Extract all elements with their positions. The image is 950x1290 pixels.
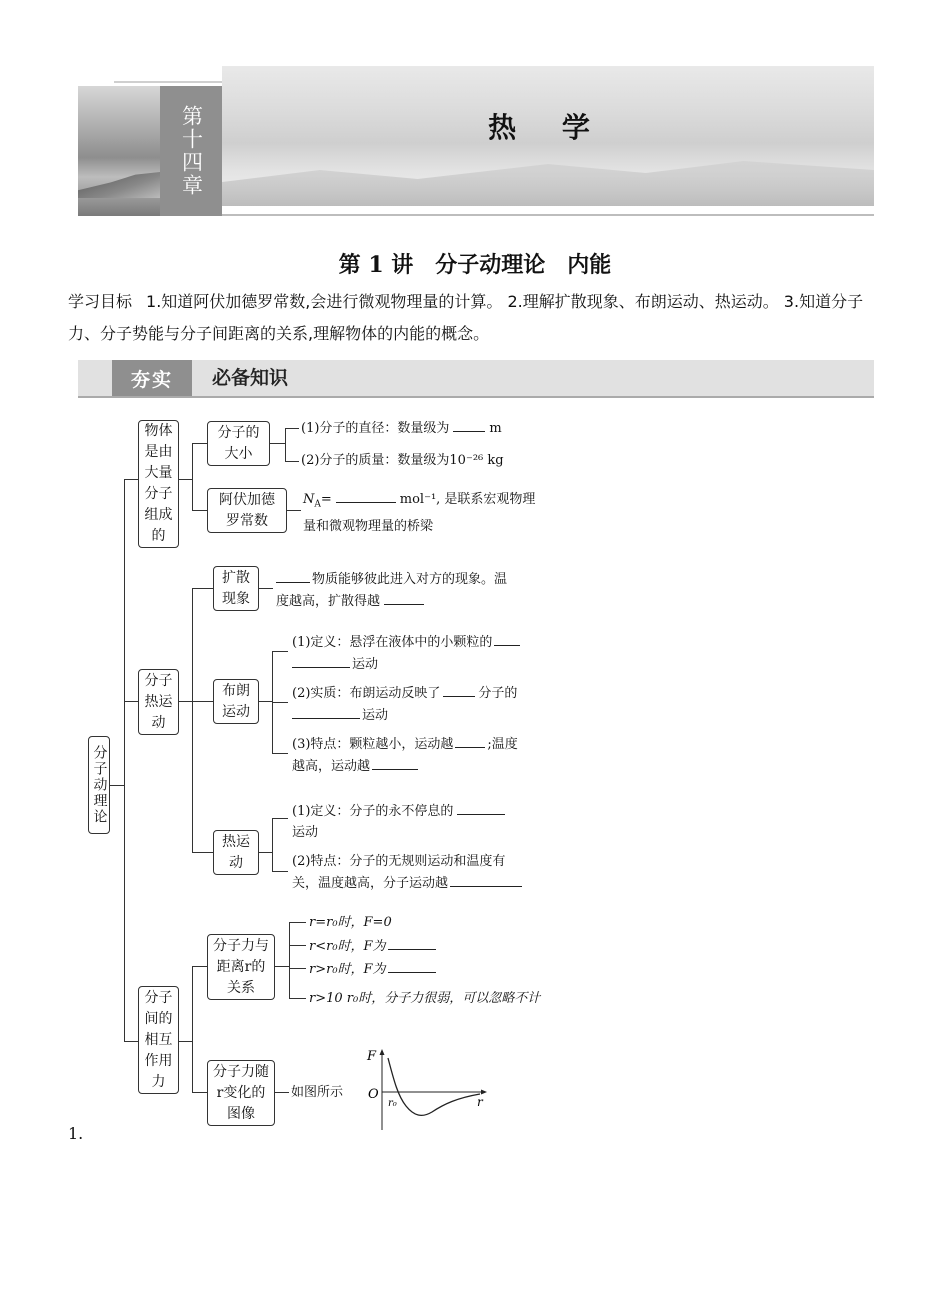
- connector: [179, 479, 192, 480]
- connector: [289, 998, 306, 999]
- node-force-graph: 分子力随r变化的图像: [207, 1060, 275, 1126]
- leaf-force-equal: r=r₀时，F=0: [309, 915, 392, 930]
- connector: [272, 702, 288, 703]
- node-avogadro: 阿伏加德罗常数: [207, 488, 287, 533]
- banner-rule: [222, 214, 874, 216]
- graph-label-f: F: [367, 1049, 377, 1064]
- connector: [259, 852, 272, 853]
- connector: [179, 701, 192, 702]
- leaf-brownian-feature: (3)特点：颗粒越小，运动越 ;温度 越高，运动越: [292, 733, 518, 777]
- objectives-label: 学习目标: [68, 292, 133, 311]
- node-diffusion: 扩散现象: [213, 566, 259, 611]
- connector: [270, 443, 285, 444]
- leaf-avogadro: $N_A= mol^{-1}$, 是联系宏观物理 量和微观物理量的桥梁: [303, 488, 535, 537]
- connector: [272, 651, 288, 652]
- connector: [192, 701, 213, 702]
- chapter-title: 热 学: [488, 111, 608, 144]
- connector: [272, 871, 288, 872]
- connector: [259, 701, 272, 702]
- node-thermal-motion: 分子热运动: [138, 669, 179, 735]
- connector: [192, 852, 213, 853]
- connector: [192, 966, 207, 967]
- leaf-graph-text: 如图所示: [291, 1085, 344, 1100]
- leaf-brownian-definition: (1)定义：悬浮在液体中的小颗粒的 运动: [292, 631, 520, 675]
- item-number: 1.: [68, 1124, 84, 1143]
- connector: [124, 701, 138, 702]
- arrow-right-icon: [481, 1090, 487, 1095]
- graph-label-r0: r₀: [388, 1098, 397, 1109]
- connector: [275, 1092, 289, 1093]
- section-tag: 夯实: [112, 360, 192, 396]
- force-distance-graph: [362, 1046, 492, 1132]
- connector: [110, 785, 124, 786]
- connector: [272, 818, 273, 871]
- connector: [289, 922, 290, 998]
- connector: [192, 443, 207, 444]
- connector: [192, 588, 213, 589]
- connector: [124, 1041, 138, 1042]
- force-curve: [388, 1058, 480, 1115]
- node-force-distance: 分子力与距离r的关系: [207, 934, 275, 1000]
- node-molecule-composition: 物体是由大量分子组成的: [138, 420, 179, 548]
- connector: [259, 588, 273, 589]
- leaf-mass: (2)分子的质量：数量级为10⁻²⁶ kg: [301, 453, 504, 468]
- connector: [124, 479, 125, 1041]
- section-title: 必备知识: [212, 367, 289, 389]
- connector: [192, 966, 193, 1092]
- connector: [179, 1041, 192, 1042]
- node-molecule-size: 分子的大小: [207, 421, 270, 466]
- node-intermolecular-force: 分子间的相互作用力: [138, 986, 179, 1094]
- node-brownian: 布朗运动: [213, 679, 259, 724]
- root-node: 分子动理论: [88, 736, 110, 834]
- graph-label-o: O: [368, 1087, 379, 1102]
- leaf-heat-definition: (1)定义：分子的永不停息的 运动: [292, 800, 505, 843]
- connector: [289, 968, 306, 969]
- lecture-title: 第 1 讲 分子动理论 内能: [338, 252, 612, 278]
- leaf-heat-feature: (2)特点：分子的无规则运动和温度有 关，温度越高，分子运动越: [292, 851, 522, 894]
- connector: [124, 479, 138, 480]
- connector: [285, 461, 299, 462]
- connector: [287, 510, 301, 511]
- leaf-force-greater: r>r₀时，F为: [309, 958, 436, 980]
- connector: [192, 510, 207, 511]
- connector: [272, 818, 288, 819]
- connector: [192, 443, 193, 510]
- connector: [289, 945, 306, 946]
- leaf-force-less: r<r₀时，F为: [309, 935, 436, 957]
- learning-objectives: [68, 286, 880, 350]
- leaf-force-far: r>10 r₀时，分子力很弱，可以忽略不计: [309, 991, 541, 1006]
- leaf-diffusion: 物质能够彼此进入对方的现象。温 度越高，扩散得越: [276, 568, 507, 612]
- node-heat-motion: 热运动: [213, 830, 259, 875]
- leaf-brownian-essence: (2)实质：布朗运动反映了 分子的 运动: [292, 682, 517, 726]
- chapter-banner: [78, 66, 874, 218]
- connector: [192, 588, 193, 852]
- connector: [275, 966, 289, 967]
- chapter-number: 第十四章: [160, 86, 222, 216]
- objectives-text: 1.知道阿伏加德罗常数,会进行微观物理量的计算。 2.理解扩散现象、布朗运动、热运动。 3.知道分子力、分子势能与分子间距离的关系,理解物体的内能的概念。: [68, 292, 864, 343]
- connector: [289, 922, 306, 923]
- connector: [285, 428, 286, 461]
- leaf-diameter: (1)分子的直径：数量级为 m: [301, 417, 502, 439]
- connector: [192, 1092, 207, 1093]
- connector: [272, 753, 288, 754]
- banner-coast-photo: [78, 86, 160, 216]
- connector: [285, 428, 299, 429]
- graph-label-r: r: [477, 1095, 483, 1109]
- section-header: [78, 360, 874, 398]
- arrow-up-icon: [380, 1049, 385, 1055]
